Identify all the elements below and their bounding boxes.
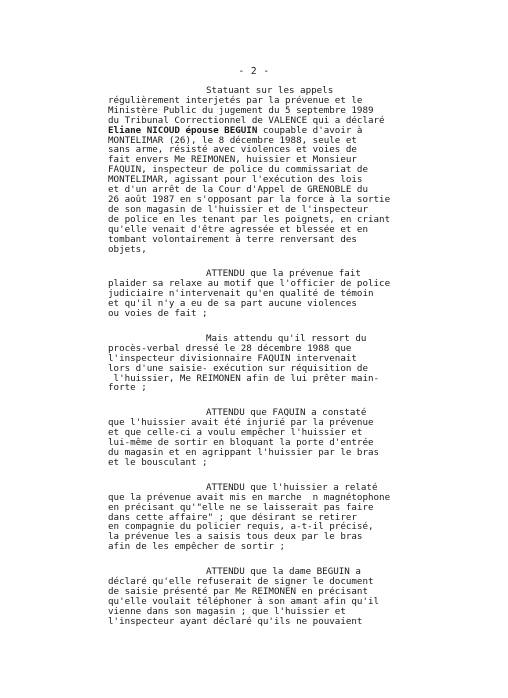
paragraph bbox=[108, 567, 448, 626]
paragraph bbox=[108, 86, 448, 254]
text-segment: objets, bbox=[108, 243, 147, 255]
text-segment: vienne dans son magasin ; que l'huissier et bbox=[108, 605, 346, 617]
text-segment: Ministère Public du jugement du 5 septembre 1989 bbox=[108, 104, 374, 116]
page-number: - 2 - bbox=[238, 66, 270, 77]
text-segment: l'inspecteur divisionnaire FAQUIN intervenait bbox=[108, 352, 357, 364]
text-segment: FAQUIN, inspecteur de police du commissariat de bbox=[108, 164, 368, 176]
text-segment: ATTENDU que FAQUIN a constaté bbox=[206, 407, 367, 419]
text-segment: sans arme, résisté avec violences et voies de bbox=[108, 144, 357, 156]
text-segment: qu'elle voulait téléphoner à son amant afin qu'il bbox=[108, 595, 380, 607]
text-segment: Statuant sur les appels bbox=[206, 85, 334, 96]
text-segment: l'huissier, Me REIMONEN afin de lui prêter main- bbox=[108, 372, 380, 384]
text-line bbox=[108, 245, 448, 255]
text-segment: MONTELIMAR, agissant pour l'exécution des lois bbox=[108, 174, 363, 186]
text-segment: tombant volontairement à terre renversant des bbox=[108, 233, 357, 245]
bold-text: Eliane NICOUD épouse BEGUIN bbox=[108, 124, 258, 136]
text-segment: MONTELIMAR (26), le 8 décembre 1988, seule et bbox=[108, 134, 357, 146]
text-segment: ATTENDU que l'huissier a relaté bbox=[206, 481, 378, 493]
text-segment: et le bousculant ; bbox=[108, 456, 208, 468]
text-segment: que la prévenue avait mis en marche n magnétophone bbox=[108, 491, 391, 503]
text-segment: et que celle-ci a voulu empêcher l'huissier et bbox=[108, 427, 363, 439]
text-segment: de police en les tenant par les poignets, en criant bbox=[108, 213, 391, 225]
text-segment: du magasin et en agrippant l'huissier par le bras bbox=[108, 447, 380, 458]
text-segment: régulièrement interjetés par la prévenue et le bbox=[108, 94, 363, 106]
text-segment: et qu'il n'y a eu de sa part aucune violences bbox=[108, 298, 357, 310]
text-segment: fait envers Me REIMONEN, huissier et Monsieur bbox=[108, 154, 357, 166]
text-line bbox=[108, 458, 448, 468]
text-segment: ATTENDU que la prévenue fait bbox=[206, 268, 361, 280]
text-segment: qu'elle venait d'être agressée et blessée et en bbox=[108, 223, 368, 235]
text-segment: coupable d'avoir à bbox=[257, 124, 363, 136]
text-line bbox=[108, 542, 448, 552]
paragraph bbox=[108, 269, 448, 319]
text-segment: plaider sa relaxe au motif que l'officier de police bbox=[108, 278, 391, 290]
text-segment: lui-même de sortir en bloquant la porte d'entrée bbox=[108, 437, 374, 449]
text-segment: en compagnie du policier requis, a-t-il précisé, bbox=[108, 521, 374, 533]
text-segment: l'inspecteur ayant déclaré qu'ils ne pouvaient bbox=[108, 615, 363, 627]
text-line bbox=[108, 383, 448, 393]
text-segment: judiciaire n'intervenait qu'en qualité de témoin bbox=[108, 288, 374, 300]
text-segment: Mais attendu qu'il ressort du bbox=[206, 332, 367, 344]
text-line bbox=[108, 235, 448, 245]
text-segment: déclaré qu'elle refuserait de signer le document bbox=[108, 576, 374, 588]
text-line bbox=[108, 374, 448, 384]
paragraph bbox=[108, 483, 448, 552]
text-segment: en précisant qu'"elle ne se laisserait pas faire bbox=[108, 501, 374, 513]
text-line bbox=[108, 309, 448, 319]
paragraph bbox=[108, 334, 448, 393]
text-segment: ATTENDU que la dame BEGUIN a bbox=[206, 566, 361, 578]
text-segment: forte ; bbox=[108, 382, 147, 394]
text-segment: afin de les empêcher de sortir ; bbox=[108, 541, 286, 553]
text-segment: de saisie présenté par Me REIMONEN en précisant bbox=[108, 585, 368, 597]
text-segment: dans cette affaire" ; que désirant se retirer bbox=[108, 511, 357, 523]
text-segment: lors d'une saisie- exécution sur réquisition de bbox=[108, 362, 368, 374]
paragraph bbox=[108, 408, 448, 467]
text-segment: la prévenue les a saisis tous deux par le bras bbox=[108, 531, 363, 543]
text-segment: ou voies de fait ; bbox=[108, 308, 208, 320]
text-segment: que l'huissier avait été injurié par la prévenue bbox=[108, 417, 374, 429]
text-segment: et d'un arrêt de la Cour d'Appel de GRENOBLE du bbox=[108, 184, 368, 196]
text-segment: du Tribunal Correctionnel de VALENCE qui a déclaré bbox=[108, 114, 385, 126]
document-body bbox=[108, 86, 448, 642]
text-segment: de son magasin de l'huissier et de l'inspecteur bbox=[108, 203, 368, 215]
text-segment: procès-verbal dressé le 28 décembre 1988 que bbox=[108, 342, 352, 354]
text-line bbox=[108, 617, 448, 627]
text-segment: 26 août 1987 en s'opposant par la force à la sortie bbox=[108, 193, 391, 205]
